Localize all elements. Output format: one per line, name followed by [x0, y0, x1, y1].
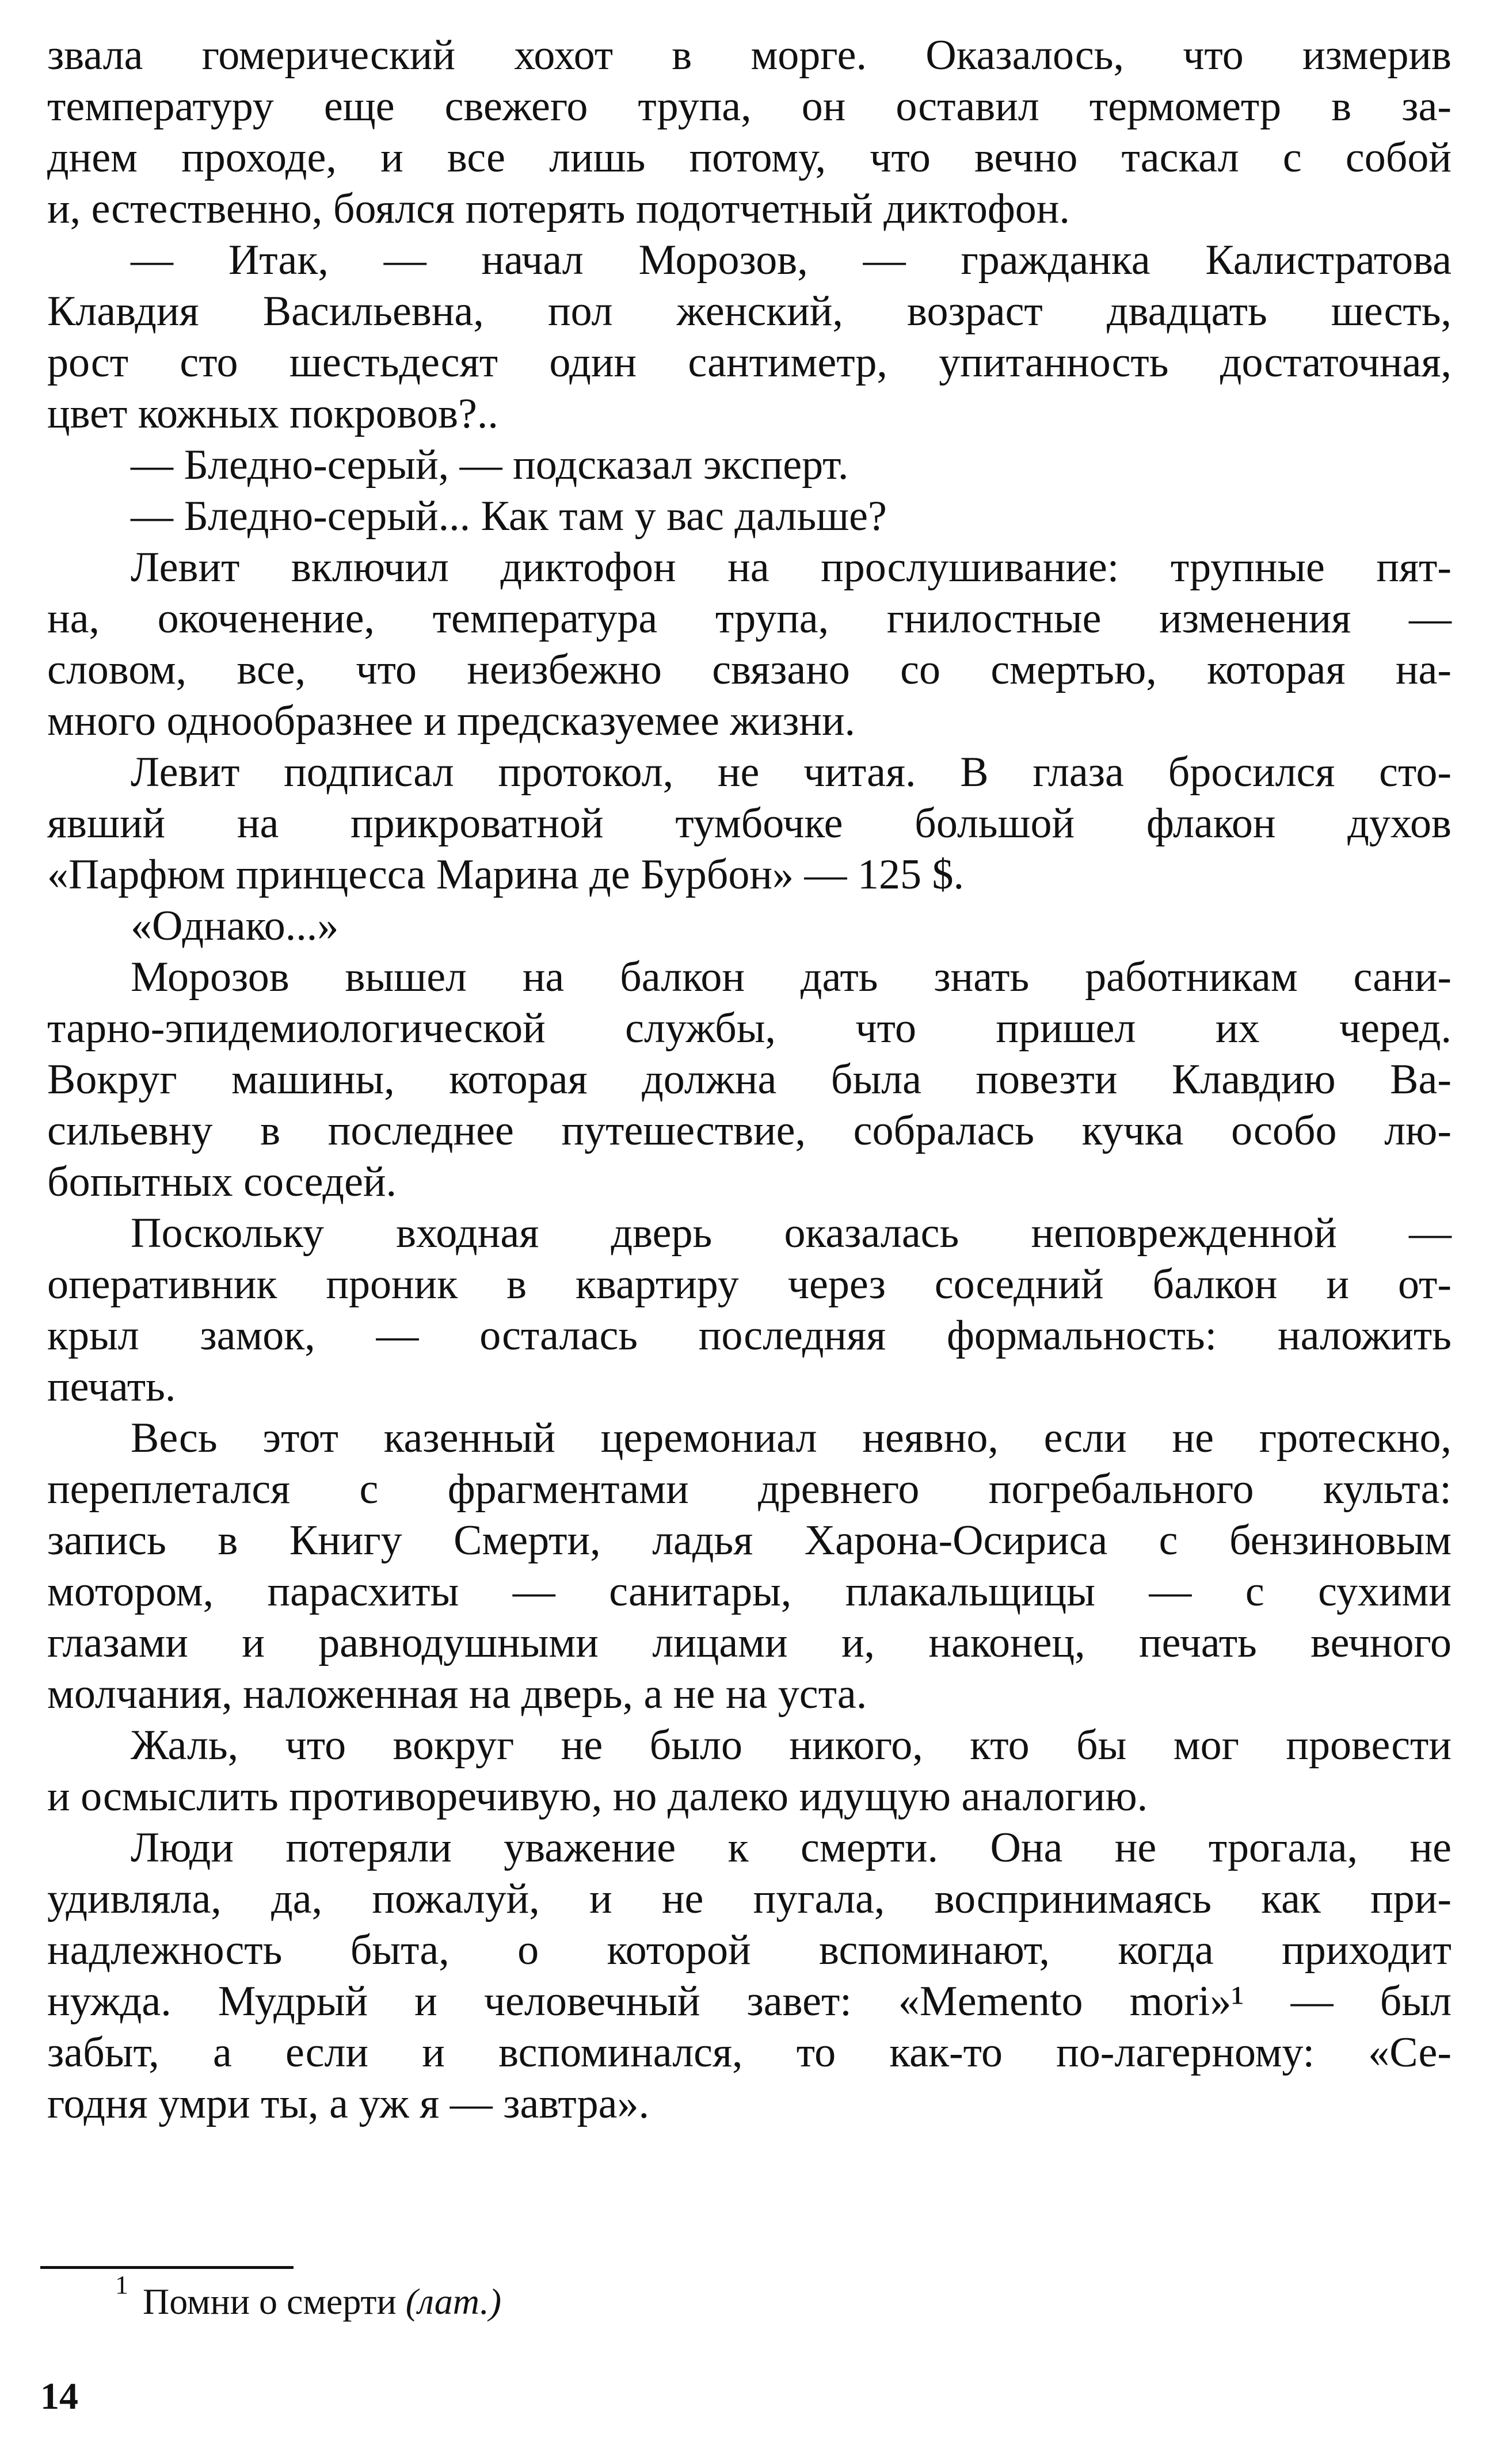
text-line: и осмыслить противоречивую, но далеко идущую аналогию.: [47, 1773, 1148, 1820]
footnote-marker: 1: [115, 2270, 128, 2299]
text-line: запись в Книгу Смерти, ладья Харона-Осириса с бензиновым: [47, 1517, 1452, 1564]
text-line: днем проходе, и все лишь потому, что вечно таскал с собой: [47, 134, 1452, 181]
text-line: бопытных соседей.: [47, 1158, 397, 1206]
text-line: Жаль, что вокруг не было никого, кто бы мог провести: [131, 1722, 1452, 1769]
text-line: — Итак, — начал Морозов, — гражданка Калистратова: [131, 237, 1452, 284]
main-text: [47, 30, 1452, 2130]
text-line: нужда. Мудрый и человечный завет: «Memento mori»¹ — был: [47, 1978, 1452, 2025]
text-line: мотором, парасхиты — санитары, плакальщицы — с сухими: [47, 1568, 1452, 1615]
text-line: надлежность быта, о которой вспоминают, когда приходит: [47, 1927, 1452, 1974]
footnote-text: Помни о смерти: [143, 2281, 397, 2322]
text-line: цвет кожных покровов?..: [47, 390, 498, 437]
text-line: рост сто шестьдесят один сантиметр, упитанность достаточная,: [47, 339, 1452, 386]
text-line: явший на прикроватной тумбочке большой флакон духов: [47, 800, 1452, 847]
text-line: звала гомерический хохот в морге. Оказалось, что измерив: [47, 32, 1452, 79]
text-line: Левит включил диктофон на прослушивание: трупные пят-: [131, 544, 1452, 591]
text-line: — Бледно-серый, — подсказал эксперт.: [131, 441, 849, 489]
text-line: Вокруг машины, которая должна была повезти Клавдию Ва-: [47, 1056, 1452, 1103]
footnote-separator: [40, 2266, 294, 2269]
footnote: [120, 2279, 501, 2325]
text-line: и, естественно, боялся потерять подотчетный диктофон.: [47, 185, 1070, 232]
text-line: переплетался с фрагментами древнего погребального культа:: [47, 1466, 1452, 1513]
text-line: Клавдия Васильевна, пол женский, возраст двадцать шесть,: [47, 288, 1452, 335]
text-line: тарно-эпидемиологической службы, что пришел их черед.: [47, 1005, 1452, 1052]
text-line: на, окоченение, температура трупа, гнилостные изменения —: [47, 595, 1452, 642]
text-line: глазами и равнодушными лицами и, наконец, печать вечного: [47, 1619, 1452, 1666]
text-line: Люди потеряли уважение к смерти. Она не трогала, не: [131, 1824, 1452, 1871]
text-line: сильевну в последнее путешествие, собралась кучка особо лю-: [47, 1107, 1452, 1154]
text-line: температуру еще свежего трупа, он оставил термометр в за-: [47, 83, 1452, 130]
text-line: забыт, а если и вспоминался, то как-то по-лагерному: «Се-: [47, 2029, 1452, 2076]
text-line: годня умри ты, а уж я — завтра».: [47, 2080, 649, 2127]
text-line: Весь этот казенный церемониал неявно, если не гротескно,: [131, 1414, 1452, 1462]
text-line: молчания, наложенная на дверь, а не на уста.: [47, 1670, 867, 1718]
text-line: много однообразнее и предсказуемее жизни.: [47, 697, 856, 745]
text-line: — Бледно-серый... Как там у вас дальше?: [131, 493, 887, 540]
footnote-language-note: (лат.): [405, 2281, 501, 2322]
text-line: Левит подписал протокол, не читая. В глаза бросился сто-: [131, 749, 1452, 796]
page-number: 14: [40, 2375, 78, 2417]
text-line: крыл замок, — осталась последняя формальность: наложить: [47, 1312, 1452, 1359]
text-line: печать.: [47, 1363, 176, 1410]
text-line: оперативник проник в квартиру через соседний балкон и от-: [47, 1261, 1452, 1308]
text-line: словом, все, что неизбежно связано со смертью, которая на-: [47, 646, 1452, 693]
text-line: Морозов вышел на балкон дать знать работникам сани-: [131, 953, 1452, 1001]
text-line: «Парфюм принцесса Марина де Бурбон» — 125 $.: [47, 851, 964, 898]
text-line: Поскольку входная дверь оказалась неповрежденной —: [131, 1210, 1452, 1257]
text-line: удивляла, да, пожалуй, и не пугала, воспринимаясь как при-: [47, 1875, 1452, 1923]
text-line: «Однако...»: [131, 902, 339, 949]
